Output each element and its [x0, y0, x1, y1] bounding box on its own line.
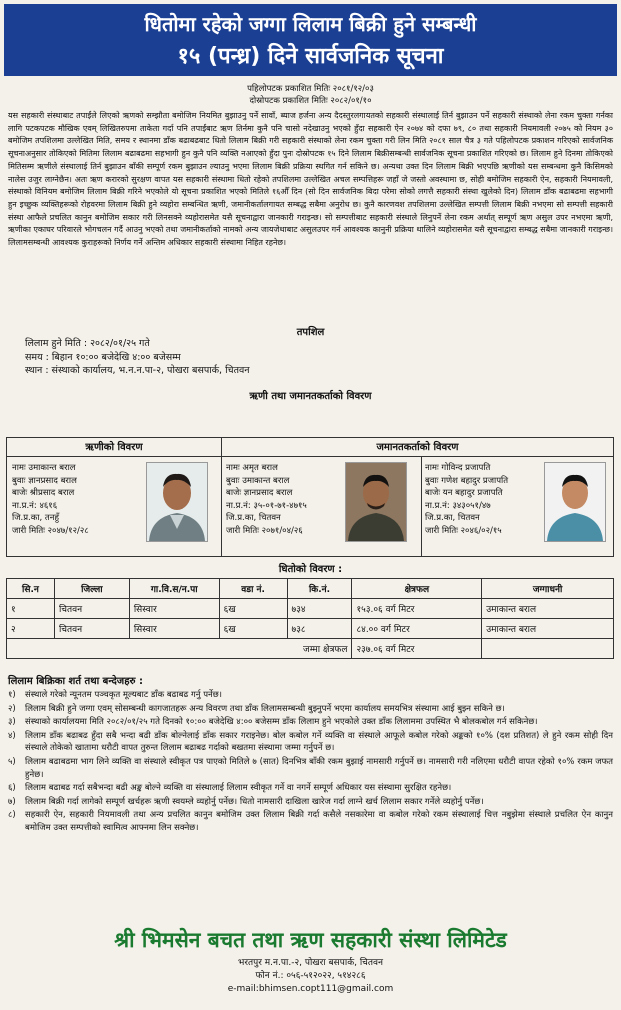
cell-serial: २ — [7, 619, 55, 639]
borrower-grandfather: बाजेः श्रीप्रसाद बराल — [12, 488, 75, 498]
header-plot-number: कि.नं. — [287, 579, 352, 599]
condition-number: २) — [8, 703, 16, 714]
borrower-heading: ऋणीको विवरण — [7, 438, 221, 457]
cell-plot-number: ७३४ — [287, 599, 352, 619]
condition-text: लिलाम बढाबढमा भाग लिने व्यक्ति वा संस्थाले स्वीकृत पत्र पाएको मितिले ७ (सात) दिनभित्र बाँकी रकम बुझाई नामसारी गर्नुपर्ने छ। नामसारी गरी नलिएमा धरौटी वापत रहेको १०% रकम जफत हुनेछ। — [25, 756, 613, 780]
guarantor-2-citizenship: ना.प्र.नं: ३४३०५१/४७ — [425, 500, 491, 511]
column-divider — [421, 457, 422, 556]
condition-item — [8, 716, 613, 729]
condition-number: ४) — [8, 730, 16, 741]
condition-number: ३) — [8, 717, 16, 728]
organization-name: श्री भिमसेन बचत तथा ऋण सहकारी संस्था लिमिटेड — [114, 928, 507, 952]
auction-place: स्थान : संस्थाको कार्यालय, भ.न.न.पा-२, पोखरा बसपार्क, चितवन — [25, 365, 250, 376]
organization-phone: फोन नं.: ०५६-५१२०२२, ५१४२८६ — [255, 971, 366, 981]
guarantor-1-father: बुवाः उमाकान्त बराल — [226, 475, 290, 486]
table-row — [7, 599, 614, 619]
guarantor-heading: जमानतकर्ताको विवरण — [222, 438, 613, 457]
guarantor-2-photo — [544, 462, 606, 542]
condition-item — [8, 782, 613, 795]
cell-district: चितवन — [54, 599, 129, 619]
cell-area: १५३.०६ वर्ग मिटर — [352, 599, 482, 619]
guarantor-2-issue-date: जारी मितिः २०४६/०२/१५ — [425, 525, 502, 536]
condition-item — [8, 796, 613, 809]
condition-item — [8, 756, 613, 781]
guarantor-1-issue-office: जि.प्र.का, चितवन — [226, 513, 281, 523]
auction-time: समय : बिहान १०:०० बजेदेखि ४:०० बजेसम्म — [25, 351, 181, 363]
cell-plot-number: ७३८ — [287, 619, 352, 639]
borrower-details — [12, 462, 89, 537]
header-title: धितोमा रहेको जग्गा लिलाम बिक्री हुने सम्बन्धी — [144, 12, 477, 36]
borrower-photo — [146, 462, 208, 542]
total-row — [7, 639, 614, 659]
auction-date: लिलाम हुने मिति : २०८२/०१/२५ गते — [25, 338, 150, 349]
total-area-label: जम्मा क्षेत्रफल — [7, 639, 352, 659]
condition-text: संस्थाले गरेको न्यूनतम पञ्चकृत मूल्यबाट डाँक बढाबढ गर्नु पर्नेछ। — [25, 690, 222, 700]
guarantor-1-grandfather: बाजेः ज्ञानप्रसाद बराल — [226, 488, 293, 498]
cell-serial: १ — [7, 599, 55, 619]
parties-section-title: ऋणी तथा जमानतकर्ताको विवरण — [249, 391, 372, 402]
cell-municipality: सिस्वार — [129, 619, 219, 639]
header-municipality: गा.वि.स/न.पा — [129, 579, 219, 599]
borrower-father: बुवाः ज्ञानप्रसाद बराल — [12, 475, 77, 486]
guarantor-2-details — [425, 462, 508, 537]
intro-paragraph: यस सहकारी संस्थाबाट तपाईंले लिएको ऋणको सम्झौता बमोजिम नियमित बुझाउनु पर्ने सावाँ, ब्याज हर्जना अन्य दैदस्तुरलगायतको सहकारी संस्थालाई तिर्न बुझाउन पर्ने सहकारी संस्थाको लेना रकम चुक्ता गर्नका लागि पटकपटक मौखिक एवम् लिखितरुपमा ताकेता गर्दा पनि तपाईंबाट ऋण तिर्नमा कुनै पनि चासो नदेखाउनु भएको हुँदा सहकारी ऐन २०७४ को दफा ७९, ८० तथा सहकारी नियमावली २०७५ को नियम ३० बमोजिम तपशिलमा उल्लेखित मिति, समय र स्थानमा डाँक बढाबढबाट धितो लिलाम बिक्री गरी सहकारी संस्थाको लेना रकम चुक्ता गरी लिन मिति २०८१ साल चैत्र ३ गते पहिलोपटक प्रकाशन गरिएको सार्वजनिक सूचनाअनुसार तोकिएको मितिमा लिलाम बढाबढमा सहभागी हुन कुनै पनि व्यक्ति नआएको हुँदा पुनः दोस्रोपटक १५ दिने लिलाम बिक्रीसम्बन्धी सार्वजनिक सूचना प्रकाशित गरिएको छ। लिलाम हुने दिनमा तोकिएको मितिसम्म ऋणीले संस्थालाई तिर्न बुझाउन बाँकी सम्पूर्ण रकम बुझाउन ल्याउनु भएमा लिलाम बिक्री प्रक्रिया स्थगित गर्न सकिने छ। अन्यथा उक्त दिन लिलाम बिक्री भएपछि ऋणीको यस सम्बन्धमा कुनै किसिमको नालेस उजुर लाग्नेछैन। अतः ऋण करारको सुरक्षण वापत यस सहकारी संस्थामा धितो रहेको तपशिलमा उल्लेखित अचल सम्पत्तिहरू जहाँ जे जस्तो अवस्थामा छ, सोही बमोजिम सहकारी ऐन, सहकारी नियमावली, संस्थाको विनियम बमोजिम लिलाम बिक्री गरिने भएकोले यो सूचना प्रकाशित भएको मितिले १६औँ दिन (सो दिन सार्वजनिक बिदा परेमा सोको लगत्तै सहकारी संस्था खुलेको दिन) लिलाम डाँक बढाबढमा सहभागी हुन इच्छुक व्यक्तिहरूको रोहवरमा लिलाम बिक्री हुने व्यहोरा सम्बन्धित ऋणी, जमानीकर्तालगायत सम्बद्ध सबैमा अनुरोध छ। कुनै कारणवश तपशिलमा उल्लेखित सम्पत्ती लिलाम बिक्री नभएमा सो सम्पत्ती सहकारी संस्था आफैले प्रचलित कानुन बमोजिम सकार गरी लिनसक्ने व्यहोरासमेत यसै सूचनाद्वारा जानकारी गराइन्छ। सो सम्पत्तीबाट सहकारी संस्थाले लिनुपर्ने लेना रकम अर्थात् सम्पूर्ण ऋण असुल उपर नभएमा ऋणी, ऋणीका एकाघर परिवारले भोगचलन गर्दै आउनु भएको तथा जमानीकर्ताको नामको अन्य जायजेथाबाट असुलउपर गर्न आवश्यक कानुनी प्रक्रिया थालिने व्यहोरासमेत यसै सूचनाद्वारा सम्बद्ध सबैमा जानकारी गराइन्छ। लिलामसम्बन्धी आवश्यक कुराहरूको निर्णय गर्ने अन्तिम अधिकार सहकारी संस्थामा निहित रहनेछ। — [8, 111, 613, 248]
cell-district: चितवन — [54, 619, 129, 639]
header-area: क्षेत्रफल — [352, 579, 482, 599]
collateral-table — [6, 578, 614, 659]
publication-dates — [0, 83, 621, 107]
guarantor-2-father: बुवाः गणेश बहादुर प्रजापति — [425, 475, 509, 486]
borrower-citizenship: ना.प्र.नं: ४६१६ — [12, 500, 58, 511]
condition-item — [8, 809, 613, 834]
guarantor-1-name: नामः अमृत बराल — [226, 463, 278, 473]
organization-email[interactable]: e-mail:bhimsen.copt111@gmail.com — [227, 984, 394, 994]
schedule — [25, 337, 250, 378]
header-subtitle: १५ (पन्ध्र) दिने सार्वजनिक सूचना — [177, 44, 444, 69]
condition-text: लिलाम बिक्री गर्दा लागेको सम्पूर्ण खर्चहरू ऋणी स्वयम्ले व्यहोर्नु पर्नेछ। धितो नामसारी दाखिला खारेज गर्दा लाग्ने खर्च लिलाम सकार गर्नेले व्यहोर्नु पर्नेछ। — [25, 796, 484, 807]
second-publication-date: दोस्रोपटक प्रकाशित मितिः २०८२/०१/१० — [249, 96, 372, 106]
notice-header — [4, 4, 617, 76]
parties-table — [6, 437, 614, 557]
organization-contact — [0, 957, 621, 996]
guarantor-2-name: नामः गोविन्द प्रजापति — [425, 463, 491, 473]
cell-area: ८४.०० वर्ग मिटर — [352, 619, 482, 639]
condition-text: सहकारी ऐन, सहकारी नियमावली तथा अन्य प्रचलित कानुन बमोजिम उक्त लिलाम बिक्री गर्दा कसैले नसकारेमा वा कबोल गरेको रकम संस्थालाई चित्त नबुझेमा संस्थाले प्रचलित ऐन कानुन बमोजिम उक्त सम्पत्तीको स्वामित्व आफ्नमा लिन सक्नेछ। — [25, 810, 613, 833]
condition-item — [8, 730, 613, 755]
header-ward: वडा नं. — [219, 579, 287, 599]
cell-owner: उमाकान्त बराल — [482, 599, 614, 619]
conditions-title: लिलाम बिक्रिका शर्त तथा बन्देजहरु : — [8, 676, 143, 687]
borrower-issue-office: जि.प्र.का, तनहुँ — [12, 513, 59, 523]
condition-text: लिलाम डाँक बढाबढ हुँदा सबै भन्दा बढी डाँक बोल्नेलाई डाँक सकार गराइनेछ। बोल कबोल गर्ने व्यक्ति वा संस्थाले आफूले कबोल गरेको अङ्कको १०% (दश प्रतिशत) ले हुने रकम सोही दिन संस्थाले तोकेको खातामा धरौटी वापत तुरुन्त लिलाम बढाबढ गर्दाको बखतमा संस्थामा जम्मा गर्नुपर्ने छ। — [25, 730, 613, 754]
conditions-list — [8, 689, 613, 836]
condition-item — [8, 703, 613, 716]
guarantor-1-citizenship: ना.प्र.नं: ३५-०१-७१-४७१५ — [226, 500, 307, 511]
condition-number: ७) — [8, 796, 16, 807]
cell-owner: उमाकान्त बराल — [482, 619, 614, 639]
header-owner: जग्गाधनी — [482, 579, 614, 599]
guarantor-1-issue-date: जारी मितिः २०७१/०४/२६ — [226, 525, 303, 536]
cell-ward: ६ख — [219, 619, 287, 639]
cell-ward: ६ख — [219, 599, 287, 619]
condition-number: ६) — [8, 783, 16, 794]
guarantor-2-grandfather: बाजेः यन बहादुर प्रजापति — [425, 488, 503, 498]
guarantor-1-details — [226, 462, 307, 537]
first-publication-date: पहिलोपटक प्रकाशित मितिः २०८१/१२/०३ — [247, 84, 374, 94]
cell-municipality: सिस्वार — [129, 599, 219, 619]
schedule-title: तपशिल — [296, 327, 325, 338]
header-serial: सि.न — [7, 579, 55, 599]
guarantor-1-photo — [345, 462, 407, 542]
collateral-header-row — [7, 579, 614, 599]
condition-text: लिलाम बिक्री हुने जग्गा एवम् सोसम्बन्धी कागजातहरू अन्य विवरण तथा डाँक लिलामसम्बन्धी बुझ्नुपर्ने भएमा कार्यालय समयभित्र संस्थामा आई बुझ्न सकिने छ। — [25, 703, 505, 714]
condition-item — [8, 689, 613, 702]
total-area-value: २३७.०६ वर्ग मिटर — [352, 639, 482, 659]
collateral-title: धितोको विवरण : — [278, 564, 343, 575]
guarantor-2-issue-office: जि.प्र.का, चितवन — [425, 513, 480, 523]
borrower-issue-date: जारी मितिः २०४७/१२/२८ — [12, 525, 89, 536]
condition-text: संस्थाको कार्यालयमा मिति २०८२/०१/२५ गते दिनको १०:०० बजेदेखि ४:०० बजेसम्म डाँक लिलाम हुने भएकोले उक्त डाँक लिलाममा उपस्थित भै बोलकबोल गर्न सकिनेछ। — [25, 717, 538, 728]
total-empty-cell — [482, 639, 614, 659]
borrower-name: नामः उमाकान्त बराल — [12, 463, 76, 473]
condition-number: ८) — [8, 810, 16, 821]
header-district: जिल्ला — [54, 579, 129, 599]
table-row — [7, 619, 614, 639]
condition-number: ५) — [8, 756, 16, 767]
condition-text: लिलाम बढाबढ गर्दा सबैभन्दा बढी अङ्क बोल्ने व्यक्ति वा संस्थालाई लिलाम स्वीकृत गर्ने वा नगर्ने सम्पूर्ण अधिकार यस संस्थामा सुरक्षित रहनेछ। — [25, 783, 452, 794]
condition-number: १) — [8, 690, 16, 700]
organization-address: भरतपुर म.न.पा.-२, पोखरा बसपार्क, चितवन — [238, 958, 383, 968]
